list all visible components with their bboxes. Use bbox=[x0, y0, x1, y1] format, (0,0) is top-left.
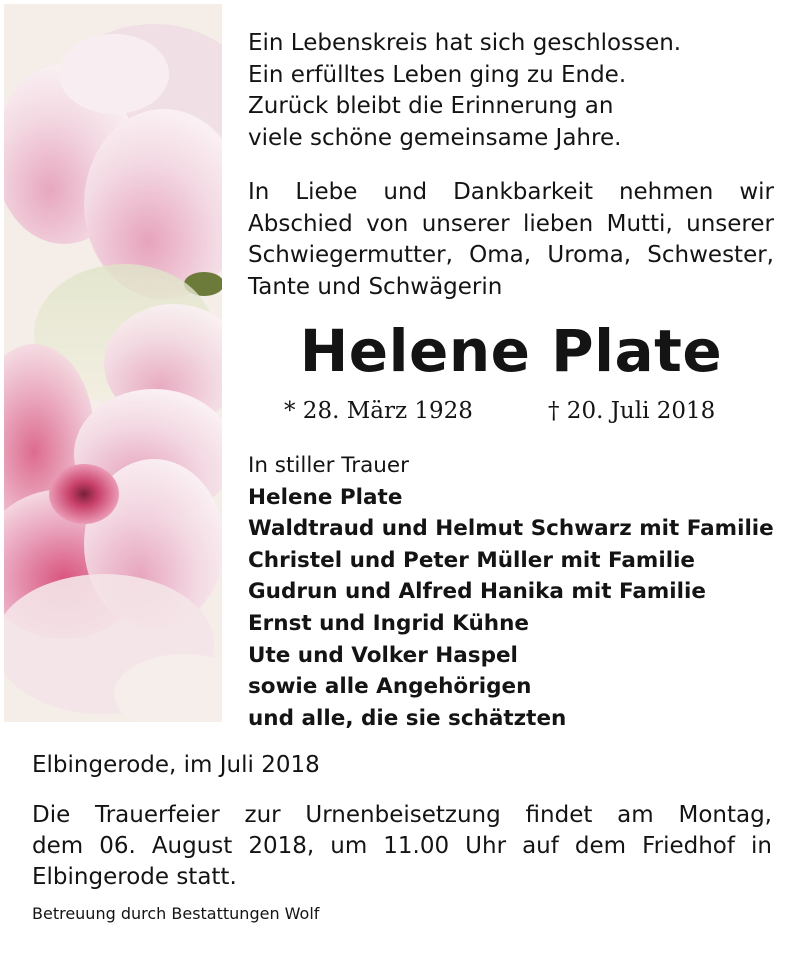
funeral-line: Die Trauerfeier zur Urnenbeisetzung findet am Montag, bbox=[32, 802, 772, 828]
mourner-line: Gudrun und Alfred Hanika mit Familie bbox=[248, 579, 706, 605]
intro-line: Zurück bleibt die Erinnerung an bbox=[248, 93, 614, 119]
farewell-line: In Liebe und Dankbarkeit nehmen wir bbox=[248, 179, 774, 205]
farewell-line: Schwiegermutter, Oma, Uroma, Schwester, bbox=[248, 242, 774, 268]
mourner-line: Ernst und Ingrid Kühne bbox=[248, 610, 529, 636]
mourning-intro: In stiller Trauer bbox=[248, 453, 409, 478]
mourner-line: und alle, die sie schätzten bbox=[248, 705, 567, 731]
funeral-line: Elbingerode statt. bbox=[32, 864, 237, 890]
mourner-line: Christel und Peter Müller mit Familie bbox=[248, 547, 696, 573]
intro-line: Ein erfülltes Leben ging zu Ende. bbox=[248, 61, 627, 88]
magnolia-flower-image bbox=[4, 4, 222, 722]
place-date: Elbingerode, im Juli 2018 bbox=[32, 752, 320, 778]
farewell-line: Abschied von unserer lieben Mutti, unserer bbox=[248, 210, 774, 237]
intro-verse bbox=[248, 28, 774, 303]
undertaker-credit: Betreuung durch Bestattungen Wolf bbox=[32, 904, 320, 923]
funeral-notice bbox=[32, 800, 772, 893]
funeral-line: dem 06. August 2018, um 11.00 Uhr auf dem Friedhof in bbox=[32, 833, 772, 859]
mourner-line: Waldtraud und Helmut Schwarz mit Familie bbox=[248, 516, 774, 542]
intro-line: Ein Lebenskreis hat sich geschlossen. bbox=[248, 30, 682, 56]
mourner-line: sowie alle Angehörigen bbox=[248, 674, 532, 700]
birth-date: * 28. März 1928 bbox=[284, 398, 473, 424]
death-date: † 20. Juli 2018 bbox=[548, 398, 716, 424]
intro-line: viele schöne gemeinsame Jahre. bbox=[248, 124, 622, 151]
deceased-name: Helene Plate bbox=[299, 317, 723, 385]
mourner-line: Ute und Volker Haspel bbox=[248, 642, 518, 668]
farewell-line: Tante und Schwägerin bbox=[248, 273, 503, 300]
farewell-paragraph bbox=[248, 177, 774, 303]
mourners-list bbox=[248, 450, 774, 734]
mourner-line: Helene Plate bbox=[248, 484, 403, 510]
